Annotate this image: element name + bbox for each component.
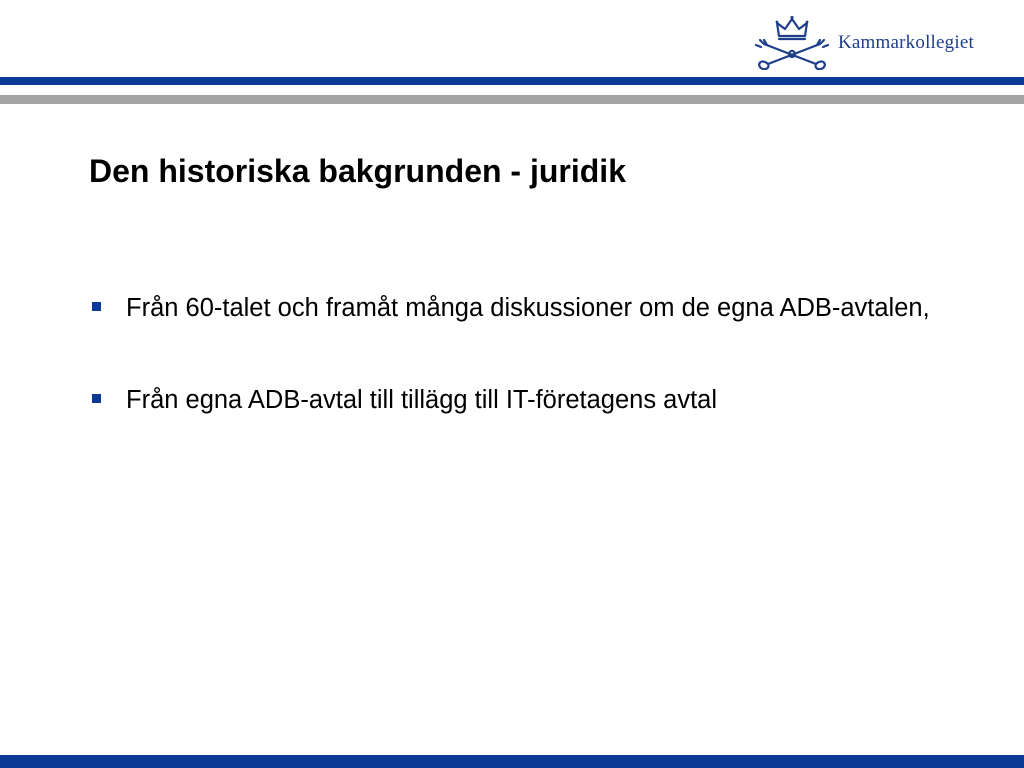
header-gray-band <box>0 95 1024 104</box>
bullet-item <box>89 382 969 418</box>
bullet-text: Från egna ADB-avtal till tillägg till IT-företagens avtal <box>126 386 718 414</box>
logo-text: Kammarkollegiet <box>838 31 974 53</box>
square-bullet-icon <box>92 302 101 311</box>
footer-blue-band <box>0 755 1024 768</box>
kammarkollegiet-logo <box>752 14 974 70</box>
header-blue-band <box>0 77 1024 85</box>
bullet-item <box>89 290 969 326</box>
square-bullet-icon <box>92 394 101 403</box>
slide-title: Den historiska bakgrunden - juridik <box>89 153 626 189</box>
bullet-list <box>89 290 969 418</box>
bullet-text: Från 60-talet och framåt många diskussioner om de egna ADB-avtalen, <box>126 294 930 322</box>
crown-crossed-keys-icon <box>752 14 832 70</box>
